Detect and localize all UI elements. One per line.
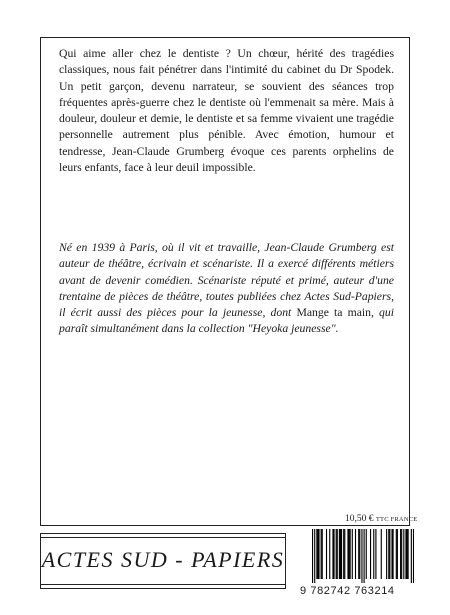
- barcode-bar: [318, 529, 319, 579]
- barcode-bar: [361, 529, 362, 583]
- barcode-bar: [403, 529, 404, 579]
- publisher-rule-bottom: [40, 584, 286, 585]
- barcode-bar: [386, 529, 387, 579]
- author-bio-part1: Né en 1939 à Paris, où il vit et travaille, Jean-Claude Grumberg est auteur de théâtre, écrivain et scénariste. Il a exercé différents métiers avant de devenir comédien. Scénariste réputé et primé, auteur d'une trentaine de pièces de théâtre, toutes publiées chez Actes Sud-Papiers, il écrit aussi des pièces pour la jeunesse, dont: [59, 241, 394, 320]
- price-suffix: TTC FRANCE: [375, 516, 418, 523]
- book-title-mange-ta-main: Mange ta main: [296, 306, 371, 320]
- barcode-bar: [339, 529, 340, 579]
- barcode-bar: [388, 529, 389, 579]
- barcode-bar: [406, 529, 407, 579]
- barcode-bar: [358, 529, 359, 579]
- barcode-bar: [355, 529, 356, 579]
- barcode-bar: [370, 529, 371, 579]
- price-label: [345, 514, 417, 524]
- barcode-bar: [411, 529, 412, 583]
- barcode: [312, 529, 414, 583]
- barcode-bar: [396, 529, 397, 579]
- barcode-bar: [326, 529, 327, 579]
- barcode-bar: [400, 529, 401, 579]
- barcode-bar: [333, 529, 334, 579]
- barcode-bar: [393, 529, 394, 579]
- barcode-bar: [321, 529, 322, 579]
- barcode-bar: [343, 529, 344, 579]
- barcode-bar: [364, 529, 365, 583]
- barcode-bar: [375, 529, 376, 579]
- price-amount: 10,50 €: [345, 514, 374, 524]
- barcode-bar: [344, 529, 345, 579]
- barcode-bar: [413, 529, 414, 583]
- barcode-bar: [337, 529, 338, 579]
- barcode-bar: [352, 529, 353, 579]
- barcode-bar: [332, 529, 333, 579]
- barcode-bar: [349, 529, 350, 579]
- barcode-bar: [347, 529, 348, 579]
- barcode-bar: [316, 529, 317, 579]
- barcode-bar: [389, 529, 390, 579]
- barcode-bar: [405, 529, 406, 579]
- barcode-bar: [312, 529, 313, 583]
- barcode-bar: [397, 529, 398, 579]
- author-bio-part2: , qui paraît simultanément dans la collection "Heyoka jeunesse".: [59, 306, 394, 336]
- barcode-bar: [314, 529, 315, 583]
- barcode-bar: [408, 529, 409, 579]
- book-summary: Qui aime aller chez le dentiste ? Un chœur, hérité des tragédies classiques, nous fait pénétrer dans l'intimité du cabinet du Dr Spodek. Un petit garçon, devenu narrateur, se souvient des séances trop fréquentes après-guerre chez le dentiste où l'emmenait sa mère. Mais à douleur, douleur et demie, le dentiste et sa femme vivaient une tragédie personnelle autrement plus pénible. Avec émotion, humour et tendresse, Jean-Claude Grumberg évoque ces parents orphelins de leurs enfants, face à leur deuil impossible.: [59, 47, 394, 175]
- barcode-digits: 9 782742 763214: [300, 585, 395, 597]
- barcode-bar: [359, 529, 360, 579]
- barcode-bar: [340, 529, 341, 579]
- barcode-bar: [391, 529, 392, 579]
- barcode-bar: [341, 529, 342, 579]
- barcode-bar: [336, 529, 337, 579]
- barcode-bar: [401, 529, 402, 579]
- barcode-bar: [381, 529, 382, 579]
- publisher-rule-top: [40, 537, 286, 538]
- barcode-bar: [350, 529, 351, 579]
- barcode-bar: [317, 529, 318, 579]
- author-bio: [59, 240, 394, 338]
- barcode-bar: [366, 529, 367, 579]
- barcode-bar: [329, 529, 330, 579]
- publisher-name: ACTES SUD - PAPIERS: [41, 547, 285, 572]
- barcode-bar: [322, 529, 323, 579]
- barcode-bar: [373, 529, 374, 579]
